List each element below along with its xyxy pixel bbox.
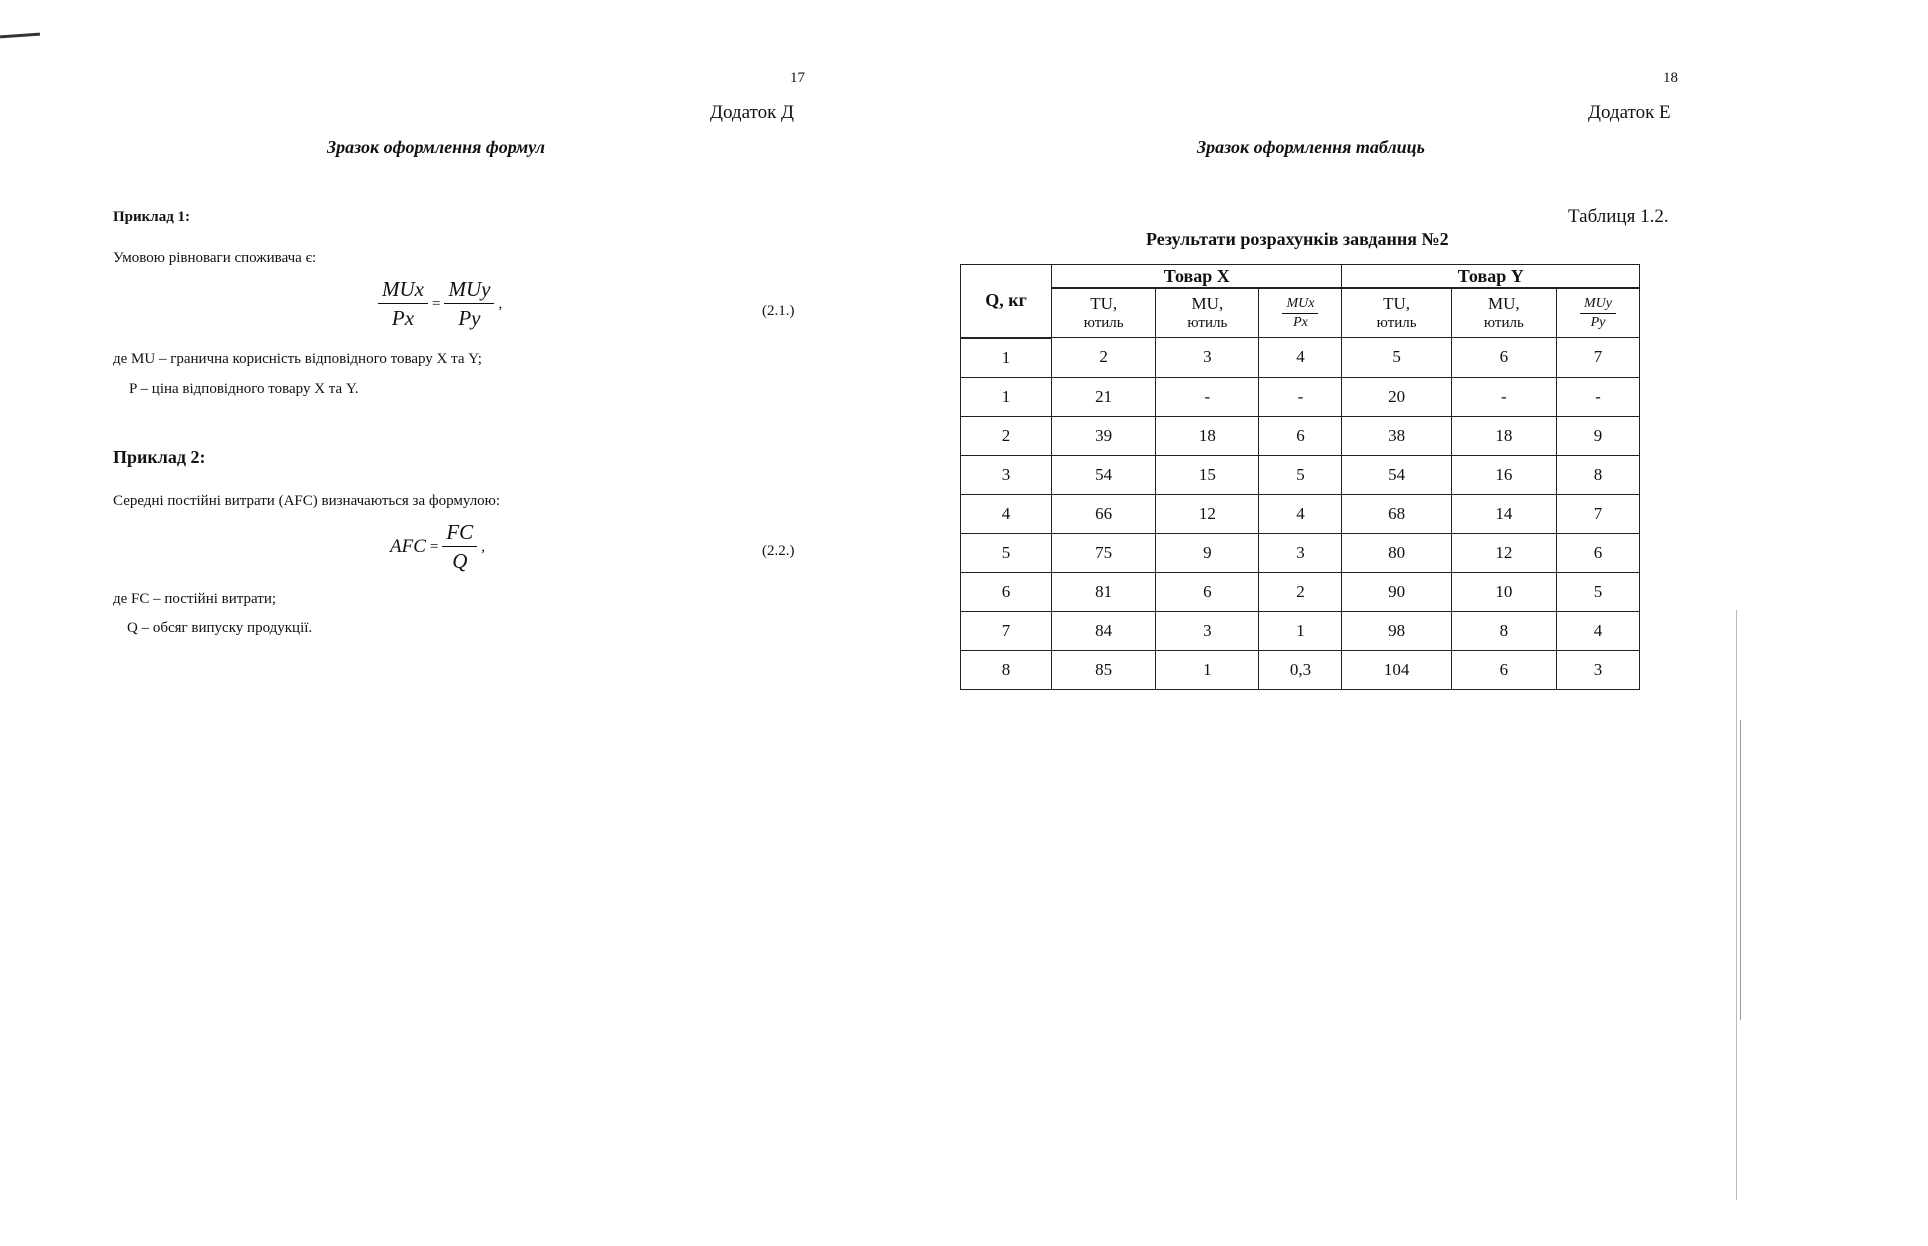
equation-number: (2.2.)	[762, 543, 795, 559]
table-cell: 7	[1556, 494, 1639, 533]
table-cell: 14	[1451, 494, 1556, 533]
table-group-header-row	[961, 265, 1640, 289]
results-table	[960, 264, 1640, 690]
appendix-label: Додаток Д	[710, 102, 795, 123]
example-1-heading: Приклад 1:	[113, 209, 191, 225]
table-cell: 18	[1156, 416, 1259, 455]
fraction-numerator: MUx	[378, 277, 428, 304]
table-cell: 4	[1259, 338, 1342, 378]
table-sub-header-row	[961, 288, 1640, 338]
table-cell: 3	[1259, 533, 1342, 572]
col-header-ratio-y	[1556, 288, 1639, 338]
table-row	[961, 533, 1640, 572]
table-cell: 9	[1156, 533, 1259, 572]
fraction-denominator: Px	[391, 306, 415, 330]
table-cell: 104	[1342, 650, 1451, 689]
table-cell: 68	[1342, 494, 1451, 533]
header-line: TU,	[1383, 293, 1411, 313]
table-cell: 2	[1259, 572, 1342, 611]
fraction-muy-py	[444, 277, 494, 331]
table-label: Таблиця 1.2.	[1568, 206, 1669, 227]
equals-sign: =	[431, 295, 441, 312]
table-cell: 6	[961, 572, 1052, 611]
formula-comma: ,	[498, 295, 503, 312]
header-unit: ютиль	[1083, 314, 1124, 331]
where-line-1: де MU – гранична корисність відповідного товару X та Y;	[113, 351, 482, 367]
table-cell: 38	[1342, 416, 1451, 455]
fraction-denominator: Py	[458, 306, 481, 330]
table-cell: 18	[1451, 416, 1556, 455]
formula-comma: ,	[481, 538, 485, 555]
table-row	[961, 377, 1640, 416]
table-cell: 5	[1556, 572, 1639, 611]
equals-sign: =	[429, 538, 439, 555]
table-cell: 8	[1451, 611, 1556, 650]
table-cell: 12	[1451, 533, 1556, 572]
header-unit: ютиль	[1187, 314, 1228, 331]
formula-lhs: AFC	[390, 536, 426, 557]
ratio-numerator: MUy	[1580, 295, 1616, 314]
table-row	[961, 455, 1640, 494]
table-cell: 39	[1052, 416, 1156, 455]
ratio-denominator: Py	[1590, 314, 1606, 330]
table-cell: 3	[961, 455, 1052, 494]
table-cell: 1	[961, 377, 1052, 416]
page-number: 18	[1663, 70, 1678, 86]
fraction-denominator: Q	[452, 549, 468, 573]
table-cell: 66	[1052, 494, 1156, 533]
table-cell: 5	[961, 533, 1052, 572]
table-cell: 9	[1556, 416, 1639, 455]
table-cell: 54	[1052, 455, 1156, 494]
table-cell: 5	[1342, 338, 1451, 378]
table-cell: 75	[1052, 533, 1156, 572]
table-cell: 3	[1556, 650, 1639, 689]
table-cell: 1	[1156, 650, 1259, 689]
header-line: MU,	[1488, 293, 1520, 313]
table-cell: 8	[1556, 455, 1639, 494]
q-column-header: Q, кг	[961, 265, 1052, 338]
table-cell: -	[1259, 377, 1342, 416]
table-cell: 6	[1556, 533, 1639, 572]
table-caption: Результати розрахунків завдання №2	[1146, 229, 1449, 249]
formula-equilibrium	[378, 277, 506, 331]
table-cell: -	[1556, 377, 1639, 416]
where-line-2: P – ціна відповідного товару X та Y.	[129, 381, 359, 397]
ratio-numerator: MUx	[1282, 295, 1318, 314]
table-cell: 4	[1259, 494, 1342, 533]
col-header-tu-x	[1052, 288, 1156, 338]
where-line-1: де FC – постійні витрати;	[113, 591, 277, 607]
table-row	[961, 611, 1640, 650]
group-header-x: Товар X	[1052, 265, 1342, 289]
table-cell: 81	[1052, 572, 1156, 611]
example-1-intro: Умовою рівноваги споживача є:	[113, 250, 317, 266]
table-cell: 80	[1342, 533, 1451, 572]
header-line: TU,	[1090, 293, 1118, 313]
header-unit: ютиль	[1376, 314, 1417, 331]
col-header-mu-y	[1451, 288, 1556, 338]
fraction-fc-q	[442, 520, 477, 574]
table-cell: 7	[961, 611, 1052, 650]
col-header-mu-x	[1156, 288, 1259, 338]
section-title: Зразок оформлення таблиць	[1197, 137, 1425, 157]
ratio-fraction	[1282, 295, 1318, 332]
fraction-mux-px	[378, 277, 428, 331]
group-header-y: Товар Y	[1342, 265, 1640, 289]
table-cell: 15	[1156, 455, 1259, 494]
table-row	[961, 338, 1640, 378]
col-header-ratio-x	[1259, 288, 1342, 338]
table-cell: 3	[1156, 611, 1259, 650]
table-cell: 54	[1342, 455, 1451, 494]
table-cell: 0,3	[1259, 650, 1342, 689]
fraction-numerator: FC	[442, 520, 477, 547]
table-cell: -	[1156, 377, 1259, 416]
table-row	[961, 650, 1640, 689]
table-cell: 10	[1451, 572, 1556, 611]
example-2-heading: Приклад 2:	[113, 447, 206, 467]
ratio-denominator: Px	[1293, 314, 1308, 330]
example-2-intro: Середні постійні витрати (AFC) визначаються за формулою:	[113, 493, 501, 509]
table-cell: 98	[1342, 611, 1451, 650]
table-cell: 4	[1556, 611, 1639, 650]
table-row	[961, 572, 1640, 611]
table-cell: 3	[1156, 338, 1259, 378]
table-cell: 1	[1259, 611, 1342, 650]
where-line-2: Q – обсяг випуску продукції.	[127, 620, 313, 636]
table-cell: 4	[961, 494, 1052, 533]
table-cell: 2	[961, 416, 1052, 455]
table-row	[961, 494, 1640, 533]
table-cell: 90	[1342, 572, 1451, 611]
table-cell: -	[1451, 377, 1556, 416]
col-header-tu-y	[1342, 288, 1451, 338]
table-cell: 1	[961, 338, 1052, 378]
table-row	[961, 416, 1640, 455]
table-cell: 2	[1052, 338, 1156, 378]
table-cell: 21	[1052, 377, 1156, 416]
fraction-numerator: MUy	[444, 277, 494, 304]
section-title: Зразок оформлення формул	[327, 137, 545, 157]
table-body	[961, 338, 1640, 690]
appendix-label: Додаток Е	[1588, 102, 1671, 123]
table-cell: 6	[1451, 338, 1556, 378]
ratio-fraction	[1580, 295, 1616, 332]
table-cell: 6	[1156, 572, 1259, 611]
table-cell: 84	[1052, 611, 1156, 650]
table-cell: 6	[1259, 416, 1342, 455]
formula-afc	[390, 520, 489, 574]
table-cell: 6	[1451, 650, 1556, 689]
table-cell: 5	[1259, 455, 1342, 494]
equation-number: (2.1.)	[762, 303, 795, 319]
table-cell: 8	[961, 650, 1052, 689]
table-cell: 16	[1451, 455, 1556, 494]
header-line: MU,	[1191, 293, 1224, 313]
table-cell: 7	[1556, 338, 1639, 378]
page-number: 17	[790, 70, 805, 86]
table-cell: 20	[1342, 377, 1451, 416]
table-cell: 12	[1156, 494, 1259, 533]
table-cell: 85	[1052, 650, 1156, 689]
header-unit: ютиль	[1483, 314, 1524, 331]
